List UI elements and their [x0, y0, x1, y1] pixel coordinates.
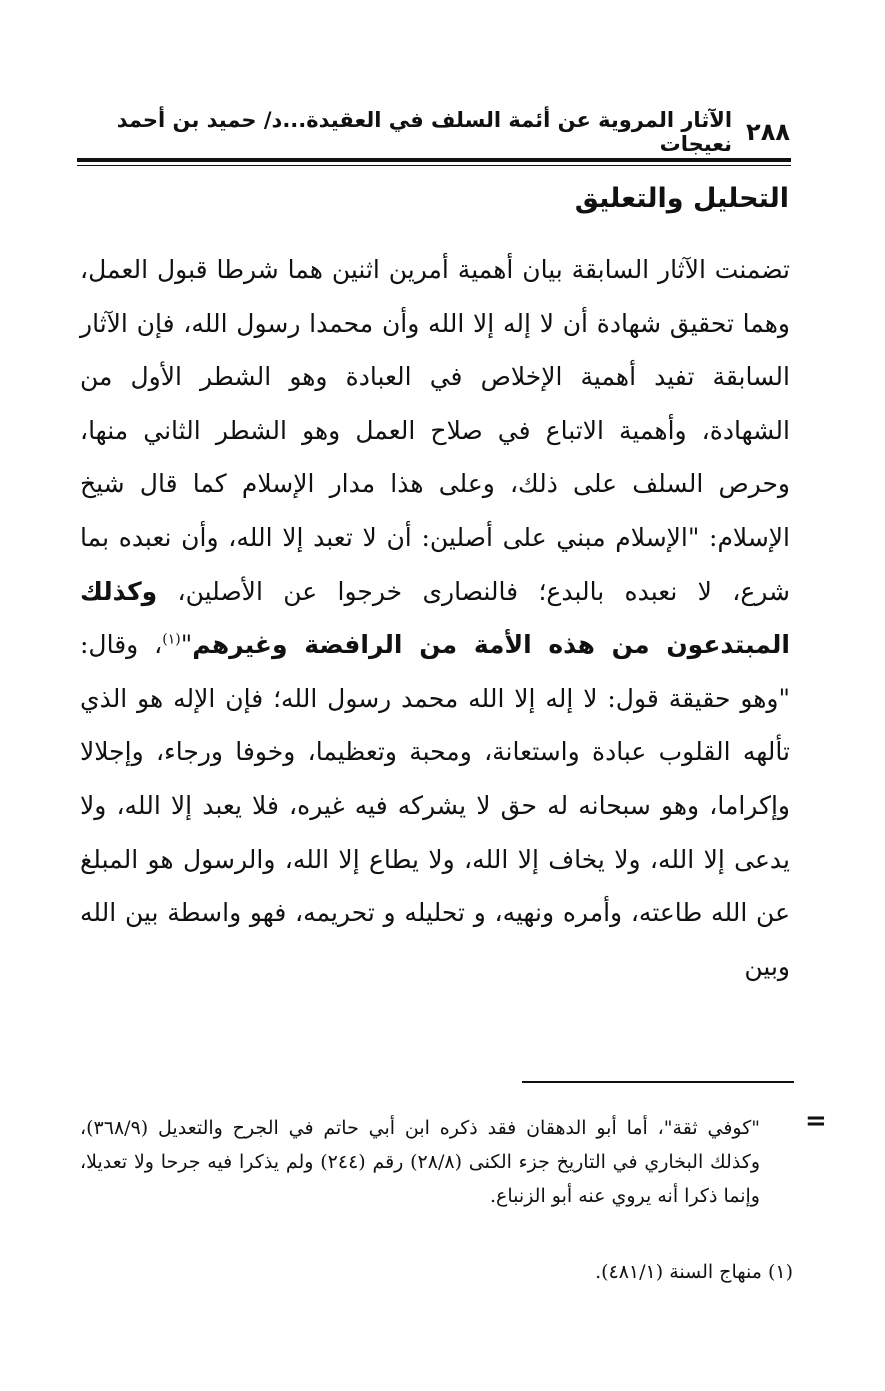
body-text-bold: وكذلك المبتدعون من هذه الأمة من الرافضة وغيرهم: [80, 576, 790, 660]
header-rule-thin: [77, 165, 791, 166]
body-text-opening: تضمنت الآثار السابقة بيان أهمية أمرين اثنين هما شرطا قبول العمل، وهما تحقيق شهادة أن لا إله إلا الله وأن محمدا رسول الله، فإن الآثار السابقة تفيد أهمية الإخلاص في العبادة وهو الشطر الأول من الشهادة، وأهمية الاتباع في صلاح العمل وهو الشطر الثاني منها، وحرص السلف على ذلك، وعلى هذا مدار الإسلام كما قال شيخ الإسلام: "الإسلام مبني على أصلين: أن لا تعبد إلا الله، وأن نعبده بما شرع، لا نعبده بالبدع؛ فالنصارى خرجوا عن الأصلين،: [80, 255, 790, 606]
running-title: الآثار المروية عن أئمة السلف في العقيدة...د/ حميد بن أحمد نعيجات: [116, 108, 733, 156]
footnote-1: (١) منهاج السنة (٤٨١/١).: [595, 1261, 793, 1283]
footnote-continuation-mark: =: [805, 1106, 827, 1136]
header-rule: [77, 158, 791, 162]
running-header: [80, 108, 790, 156]
footnote-reference[interactable]: (١): [162, 631, 181, 648]
footnote-continued: "كوفي ثقة"، أما أبو الدهقان فقد ذكره ابن أبي حاتم في الجرح والتعديل (٣٦٨/٩)، وكذلك البخاري في التاريخ جزء الكنى (٢٨/٨) رقم (٢٤٤) ولم يذكرا فيه جرحا ولا تعديلا، وإنما ذكرا أنه يروي عنه أبو الزنباع.: [80, 1117, 761, 1207]
body-text-continued: ، وقال: "وهو حقيقة قول: لا إله إلا الله محمد رسول الله؛ فإن الإله هو الذي تألهه القلوب عبادة واستعانة، ومحبة وتعظيما، وخوفا ورجاء، وإجلالا وإكراما، وهو سبحانه له حق لا يشركه فيه غيره، فلا يعبد إلا الله، ولا يدعى إلا الله، ولا يخاف إلا الله، ولا يطاع إلا الله، والرسول هو المبلغ عن الله طاعته، وأمره ونهيه، و تحليله و تحريمه، فهو واسطة بين الله وبين: [80, 630, 790, 981]
section-heading: التحليل والتعليق: [574, 183, 789, 214]
body-quote-close: ": [180, 630, 193, 660]
page-number: ٢٨٨: [746, 118, 790, 146]
body-paragraph: [80, 243, 790, 993]
footnote-separator: [522, 1081, 794, 1083]
